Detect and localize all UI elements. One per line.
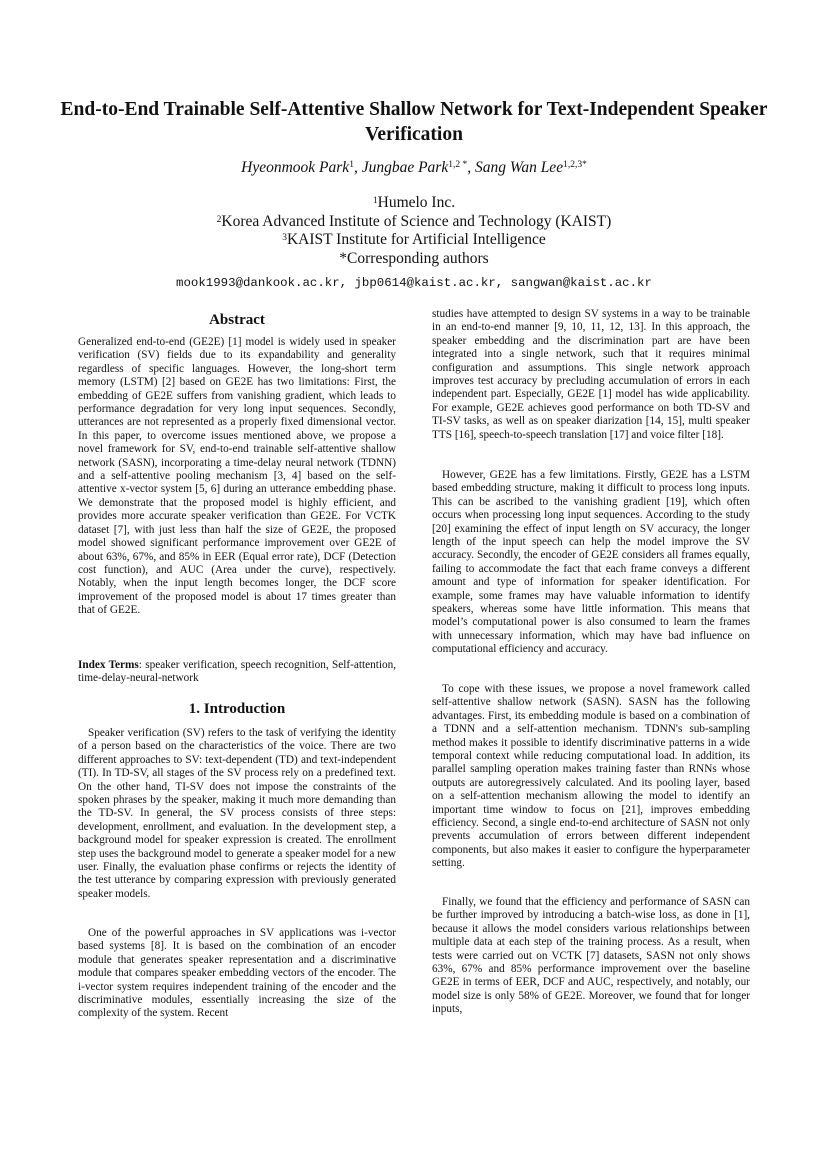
- affiliation: [60, 250, 768, 269]
- affiliation: [60, 231, 768, 250]
- affiliation-mark: 2: [216, 214, 222, 225]
- affiliation-text: Korea Advanced Institute of Science and Technology (KAIST): [221, 212, 612, 230]
- affiliation-mark: 3: [282, 233, 287, 243]
- abstract-text: Generalized end-to-end (GE2E) [1] model is widely used in speaker verification (SV) fields due to its expandability and generality regardless of specific languages. However, the long-short term memory (LSTM) [2] based on GE2E has two limitations: First, the embedding of GE2E suffers from vanishing gradient, which leads to performance degradation for very long input sequences. Secondly, utterances are not represented as a properly fixed dimensional vector. In this paper, to overcome issues mentioned above, we propose a novel framework for SV, end-to-end trainable self-attentive shallow network (SASN), incorporating a time-delay neural network (TDNN) and a self-attentive pooling mechanism [3, 4] based on the self-attentive x-vector system [5, 6] during an utterance embedding phase. We demonstrate that the proposed model is highly efficient, and provides more accurate speaker verification than GE2E. For VCTK dataset [7], with just less than half the size of GE2E, the proposed model showed significant performance improvement over GE2E of about 63%, 67%, and 85% in EER (Equal error rate), DCF (Detection cost function), and AUC (Area under the curve), respectively. Notably, when the input length becomes longer, the DCF score improvement of the proposed model is about 17 times greater than that of GE2E.: [78, 336, 396, 617]
- body-paragraph: To cope with these issues, we propose a novel framework called self-attentive shallow network (SASN). SASN has the following advantages. First, its embedding module is based on a combination of a TDNN and a self-attention mechanism. TDNN's sub-sampling method makes it possible to identify discriminative patterns in a wide temporal context while reducing computational load. In addition, its parallel sampling operation makes training faster than RNNs whose outputs are autoregressively calculated. And its pooling layer, based on a self-attention mechanism allowing the model to identify an important time window to focus on [21], improves embedding efficiency. Second, a single end-to-end architecture of SASN not only prevents accumulation of errors between different independent components, but also makes it easier to configure the hyperparameter setting.: [432, 683, 750, 870]
- body-paragraph: Finally, we found that the efficiency and performance of SASN can be further improved by introducing a batch-wise loss, as done in [1], because it allows the model considers various relationships between multiple data at each step of the training process. As a result, when tests were carried out on VCTK [7] datasets, SASN not only shows 63%, 67% and 85% performance improvement over the baseline GE2E in terms of EER, DCF and AUC, respectively, and notably, our model size is only 58% of GE2E. Moreover, we found that for longer inputs,: [432, 896, 750, 1016]
- paper-title: End-to-End Trainable Self-Attentive Shallow Network for Text-Independent Speaker Verification: [60, 99, 768, 145]
- intro-paragraph-1: Speaker verification (SV) refers to the task of verifying the identity of a person based on the characteristics of the voice. There are two different approaches to SV: text-dependent (TD) and text-independent (TI). In TD-SV, all stages of the SV process rely on a predefined text. On the other hand, TI-SV does not impose the constraints of the spoken phrases by the speaker, making it much more demanding than the TD-SV. In general, the SV process consists of three steps: development, enrollment, and evaluation. In the development step, a background model for speaker expression is created. The enrollment step uses the background model to generate a speaker model for a new user. Finally, the evaluation phase confirms or rejects the identity of the test utterance by comparing expression with previously generated speaker models.: [78, 727, 396, 900]
- abstract-heading: Abstract: [209, 312, 265, 328]
- affiliation-text: KAIST Institute for Artificial Intelligence: [286, 231, 546, 248]
- author-name: Jungbae Park: [361, 159, 449, 176]
- index-terms: [78, 659, 396, 686]
- author-name: Sang Wan Lee: [474, 159, 564, 176]
- affiliation: [60, 194, 768, 213]
- body-paragraph: However, GE2E has a few limitations. Firstly, GE2E has a LSTM based embedding structure, making it difficult to process long inputs. This can be ascribed to the vanishing gradient [19], which often occurs when processing long input sequences. According to the study [20] examining the effect of input length on SV accuracy, the longer length of the input speech can help the model improve the SV accuracy. Secondly, the encoder of GE2E considers all frames equally, failing to accommodate the fact that each frame conveys a different amount and type of information for speaker identification. For example, some frames may have valuable information to identify speakers, whereas some have little information. This means that model’s computational power is also consumed to learn the frames with unnecessary information, which may have bad influence on computational efficiency and accuracy.: [432, 469, 750, 656]
- author-marks: 1: [349, 160, 354, 170]
- index-terms-text: : speaker verification, speech recognition, Self-attention, time-delay-neural-network: [78, 659, 397, 685]
- affiliation-text: Humelo Inc.: [377, 194, 456, 211]
- intro-paragraph-2: One of the powerful approaches in SV applications was i-vector based systems [8]. It is based on the combination of an encoder module that generates speaker representation and a discriminative module that compares speaker embedding vectors of the encoder. The i-vector system requires independent training of the encoder and the discriminative modules, essentially increasing the size of the complexity of the system. Recent: [78, 927, 396, 1020]
- author-name: Hyeonmook Park: [241, 159, 350, 176]
- affiliation-mark: 1: [372, 196, 378, 206]
- affiliation: [60, 213, 768, 232]
- body-paragraph: studies have attempted to design SV systems in a way to be trainable in an end-to-end manner [9, 10, 11, 12, 13]. In this approach, the speaker embedding and the discrimination part are have been integrated into a single network, such that it requires minimal configuration and assumptions. This single network approach improves test accuracy by precluding accumulation of errors in each independent part. Especially, GE2E [1] model has wide applicability. For example, GE2E achieves good performance on both TD-SV and TI-SV tasks, as well as on speaker diarization [14, 15], multi speaker TTS [16], speech-to-speech translation [17] and voice filter [18].: [432, 308, 750, 441]
- author-emails: mook1993@dankook.ac.kr, jbp0614@kaist.ac.kr, sangwan@kaist.ac.kr: [176, 276, 652, 290]
- author-marks: 1,2 *: [448, 160, 468, 170]
- affiliations: [60, 194, 768, 268]
- author-line: Hyeonmook Park$^1$, Jungbae Park$^{1,2 *}$, Sang Wan Lee$^{1,2,3*}$: [241, 159, 587, 176]
- affiliation-text: *Corresponding authors: [339, 249, 489, 267]
- index-terms-label: Index Terms: [78, 659, 139, 671]
- author-marks: 1,2,3*: [563, 160, 587, 170]
- introduction-heading: 1. Introduction: [188, 701, 286, 717]
